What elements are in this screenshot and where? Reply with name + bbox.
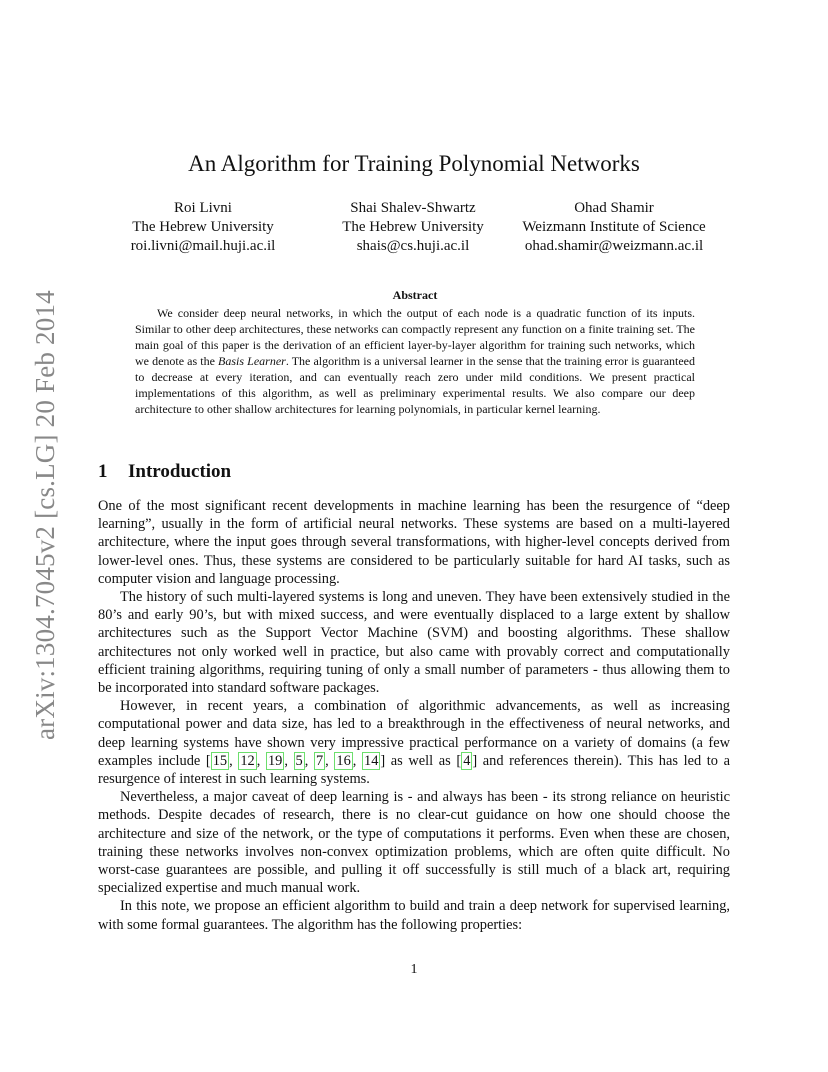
- author-name: Roi Livni: [174, 200, 232, 216]
- page-number: 1: [410, 962, 418, 977]
- citation-link[interactable]: 16: [336, 752, 351, 769]
- author-1: [98, 199, 308, 256]
- author-2: [308, 199, 518, 256]
- abstract-text: [135, 305, 695, 417]
- paragraph-3: However, in recent years, a combination of algorithmic advancements, as well as increasing computational power and data size, has led to a breakthrough in the effectiveness of neural networks, and deep learning systems have shown very impressive practical performance on a variety of domains (a few examples include [ 15 , 12 , 19 , 5 , 7 , 16 , 14 ] as well as [ 4 ] and references therein). This has led to a resurgence of interest in such learning systems.: [98, 698, 730, 788]
- paragraph-2: The history of such multi-layered systems is long and uneven. They have been extensively studied in the 80’s and early 90’s, but with mixed success, and were eventually displaced to a large extent by shallow architectures such as the Support Vector Machine (SVM) and boosting algorithms. These shallow architectures not only worked well in practice, but also came with provably correct and computationally efficient training algorithms, requiring tuning of only a small number of parameters - thus allowing them to be incorporated into standard software packages.: [98, 589, 730, 697]
- abstract-text-part: We consider deep neural networks, in which the output of each node is a quadratic function of its inputs. Similar to other deep architectures, these networks can compactly represent any function on a finite training set. The main goal of this paper is the derivation of an efficient layer-by-layer algorithm for training such networks, which we denote as the: [135, 306, 695, 368]
- citation-link[interactable]: 5: [295, 752, 303, 769]
- author-affiliation: The Hebrew University: [342, 219, 484, 235]
- paragraph-5: In this note, we propose an efficient algorithm to build and train a deep network for supervised learning, with some formal guarantees. The algorithm has the following properties:: [98, 898, 730, 933]
- author-email[interactable]: roi.livni@mail.huji.ac.il: [130, 238, 276, 254]
- author-name: Shai Shalev-Shwartz: [350, 200, 476, 216]
- citation-link[interactable]: 4: [463, 752, 471, 769]
- citation-link[interactable]: 19: [267, 752, 283, 769]
- paragraph-text: However, in recent years, a combination of algorithmic advancements, as well as increasing computational power and data size, has led to a breakthrough in the effectiveness of neural networks, and deep learning systems have shown very impressive practical performance on a variety of domains (a few examples include [: [98, 698, 730, 769]
- abstract-text-part: . The algorithm is a universal learner in the sense that the training error is guaranteed to decrease at every iteration, and can eventually reach zero under mild conditions. We present practical implementations of this algorithm, as well as preliminary experimental results. We also compare our deep architecture to other shallow architectures for learning polynomials, in particular kernel learning.: [135, 354, 695, 416]
- paragraph-1: One of the most significant recent developments in machine learning has been the resurgence of “deep learning”, usually in the form of artificial neural networks. These systems are based on a multi-layered architecture, where the input goes through several transformations, with higher-level concepts derived from lower-level ones. Thus, these systems are considered to be particularly suitable for hard AI tasks, such as computer vision and language processing.: [98, 498, 730, 587]
- author-affiliation: Weizmann Institute of Science: [522, 219, 706, 235]
- citation-link[interactable]: 14: [364, 752, 379, 769]
- abstract: [135, 287, 695, 417]
- paper-title: An Algorithm for Training Polynomial Networks: [188, 151, 640, 176]
- arxiv-identifier: arXiv:1304.7045v2 [cs.LG] 20 Feb 2014: [30, 290, 60, 740]
- author-name: Ohad Shamir: [574, 200, 654, 216]
- section-title: Introduction: [128, 461, 232, 482]
- author-block: [98, 199, 730, 259]
- section-heading-introduction: [98, 461, 231, 483]
- citation-link[interactable]: 7: [315, 752, 324, 769]
- author-email[interactable]: ohad.shamir@weizmann.ac.il: [524, 238, 704, 254]
- introduction-body: [98, 497, 730, 934]
- paragraph-text: ] and references therein). This has led to a resurgence of interest in such learning systems.: [98, 752, 730, 788]
- abstract-heading: Abstract: [392, 288, 438, 302]
- citation-link[interactable]: 12: [240, 752, 255, 769]
- paragraph-4: Nevertheless, a major caveat of deep learning is - and always has been - its strong reliance on heuristic methods. Despite decades of research, there is no clear-cut guidance on how one should choose the architecture and size of the network, or the type of computations it performs. Even when these are chosen, training these networks involves non-convex optimization problems, which are often quite difficult. No worst-case guarantees are possible, and pulling it off successfully is still much of a black art, requiring specialized expertise and much manual work.: [98, 789, 730, 897]
- citation-link[interactable]: 15: [212, 752, 228, 769]
- section-number: 1: [98, 461, 108, 482]
- author-email[interactable]: shais@cs.huji.ac.il: [356, 238, 470, 254]
- basis-learner-term: Basis Learner: [218, 354, 286, 368]
- paragraph-text: ] as well as [: [380, 752, 462, 769]
- author-3: [498, 199, 730, 256]
- author-affiliation: The Hebrew University: [132, 219, 274, 235]
